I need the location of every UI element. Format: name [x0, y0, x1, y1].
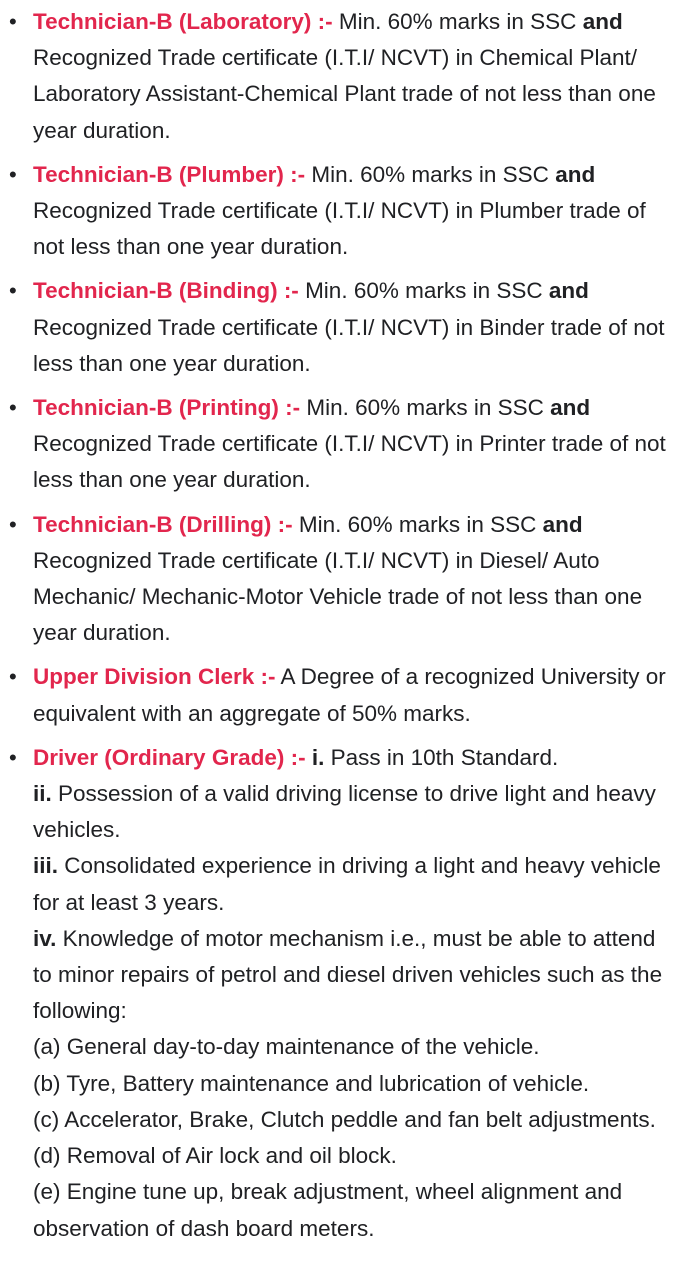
bullet-icon: •: [9, 395, 17, 421]
driver-subpoint: (e) Engine tune up, break adjustment, wheel alignment and observation of dash board meters.: [33, 1179, 623, 1241]
point-number: iv.: [33, 925, 57, 951]
item-text: Min. 60% marks in SSC: [305, 161, 556, 187]
item-text: Recognized Trade certificate (I.T.I/ NCVT) in Diesel/ Auto Mechanic/ Mechanic-Motor Vehicle trade of not less than one year duration.: [33, 547, 643, 646]
list-item-binding: [0, 273, 681, 382]
bullet-icon: •: [9, 511, 17, 537]
driver-subpoint: (a) General day-to-day maintenance of the vehicle.: [33, 1034, 540, 1060]
list-item-driver: [0, 740, 681, 1247]
driver-point: [33, 776, 675, 848]
item-text: Min. 60% marks in SSC: [298, 278, 549, 304]
item-conjunction: and: [582, 9, 623, 34]
post-title: Driver (Ordinary Grade) :-: [33, 744, 306, 770]
post-title: Technician-B (Plumber) :-: [33, 161, 306, 187]
item-text: Min. 60% marks in SSC: [292, 511, 543, 537]
point-text: Consolidated experience in driving a light and heavy vehicle for at least 3 years.: [33, 853, 661, 915]
post-title: Technician-B (Laboratory) :-: [33, 9, 333, 34]
bullet-icon: •: [9, 278, 17, 304]
post-title: Technician-B (Drilling) :-: [33, 511, 293, 537]
list-item-udc: [0, 659, 681, 731]
point-text: Possession of a valid driving license to drive light and heavy vehicles.: [33, 781, 656, 843]
item-text: Recognized Trade certificate (I.T.I/ NCVT) in Plumber trade of not less than one year duration.: [33, 198, 646, 260]
item-conjunction: and: [548, 278, 589, 304]
item-text: Recognized Trade certificate (I.T.I/ NCVT) in Chemical Plant/ Laboratory Assistant-Chemical Plant trade of not less than one year duration.: [33, 45, 656, 143]
bullet-icon: •: [9, 9, 17, 34]
driver-point: [33, 921, 675, 1030]
item-conjunction: and: [550, 395, 591, 421]
item-conjunction: and: [555, 161, 596, 187]
item-text: A Degree of a recognized University or equivalent with an aggregate of 50% marks.: [33, 664, 666, 726]
point-text: Pass in 10th Standard.: [324, 744, 559, 770]
item-text: Recognized Trade certificate (I.T.I/ NCVT) in Binder trade of not less than one year duration.: [33, 314, 665, 376]
driver-subpoint: (c) Accelerator, Brake, Clutch peddle and fan belt adjustments.: [33, 1106, 656, 1132]
post-title: Technician-B (Printing) :-: [33, 395, 301, 421]
bullet-icon: •: [9, 744, 17, 770]
bullet-icon: •: [9, 161, 17, 187]
point-text: Knowledge of motor mechanism i.e., must be able to attend to minor repairs of petrol and diesel driven vehicles such as the following:: [33, 925, 663, 1024]
driver-subpoint: (b) Tyre, Battery maintenance and lubrication of vehicle.: [33, 1070, 590, 1096]
post-title: Technician-B (Binding) :-: [33, 278, 299, 304]
list-item-plumber: [0, 157, 681, 266]
point-number: i.: [311, 744, 325, 770]
list-item-printing: [0, 390, 681, 499]
post-title: Upper Division Clerk :-: [33, 664, 276, 690]
item-text: Recognized Trade certificate (I.T.I/ NCVT) in Printer trade of not less than one year duration.: [33, 431, 666, 493]
item-text: Min. 60% marks in SSC: [332, 9, 583, 34]
qualification-list: [0, 4, 681, 1247]
bullet-icon: •: [9, 664, 17, 690]
driver-subpoint: (d) Removal of Air lock and oil block.: [33, 1143, 397, 1169]
item-text: Min. 60% marks in SSC: [300, 395, 551, 421]
point-number: iii.: [33, 853, 59, 879]
point-number: ii.: [33, 781, 52, 807]
list-item-drilling: [0, 507, 681, 652]
item-conjunction: and: [542, 511, 583, 537]
list-item-laboratory: [0, 4, 681, 149]
driver-point: [33, 848, 675, 920]
